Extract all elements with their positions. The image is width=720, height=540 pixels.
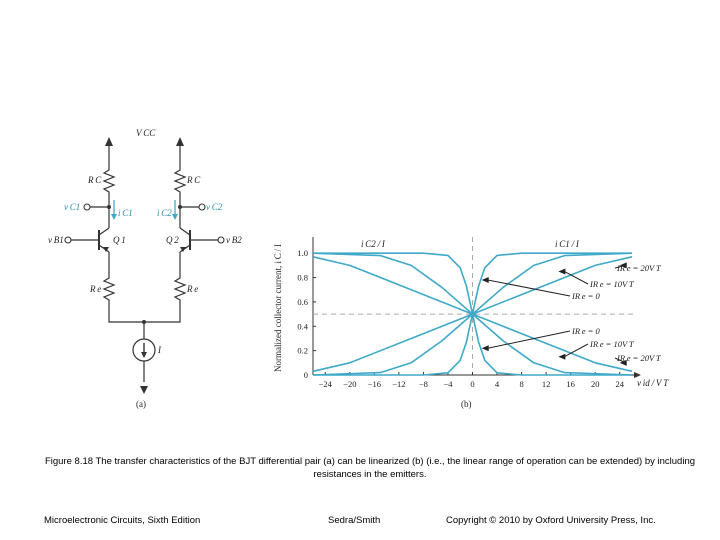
x-tick-label: −12 [392,379,406,389]
curve-label-ic1: i C1 / I [555,239,579,249]
current-source-label: I [158,345,161,355]
re-resistor-left [104,276,114,302]
footer-copyright: Copyright © 2010 by Oxford University Press, Inc. [446,515,656,526]
q1-collector [99,228,109,235]
x-tick-label: −4 [443,379,453,389]
re-left-label: R e [90,284,102,294]
vc1-terminal [84,204,90,210]
x-tick-label: −24 [318,379,332,389]
ic2-arrowhead-icon [172,214,178,220]
vc1-label: v C1 [64,202,81,212]
rc-right-label: R C [187,175,201,185]
q2-collector [180,228,190,235]
x-tick-label: 4 [494,379,500,389]
annotation-arrowhead-icon [482,277,489,283]
figure-caption: Figure 8.18 The transfer characteristics of the BJT differential pair (a) can be linearized (b) (i.e., the linear range of operation can be extended) by including resistances in the emitters. [44,456,696,480]
transfer-characteristic-chart [273,237,669,409]
annotation-ire-0-bottom: IR e = 0 [572,326,600,336]
x-tick-label: −16 [367,379,381,389]
vc2-terminal [199,204,205,210]
rc-resistor-left [104,168,114,194]
curve-label-ic2: i C2 / I [361,239,385,249]
source-arrow-shaft [143,343,144,353]
re-right-label: R e [187,284,199,294]
ground-arrow-icon [140,386,148,394]
rc-left-label: R C [88,175,102,185]
x-axis-label: v id / V T [637,378,669,388]
x-tick-label: 16 [566,379,575,389]
vcc-arrow-left-icon [105,137,113,146]
annotation-ire-20vt-bottom: IR e = 20V T [617,353,661,363]
q2-label: Q 2 [166,235,179,245]
annotation-arrowhead-icon [558,354,565,360]
footer-book-title: Microelectronic Circuits, Sixth Edition [44,515,201,526]
panel-b-label: (b) [461,399,472,409]
vb1-terminal [65,237,71,243]
annotation-arrowhead-icon [558,268,565,274]
y-tick-label: 0.8 [297,272,308,283]
node-c2 [178,205,182,209]
vb2-terminal [218,237,224,243]
x-tick-label: −20 [343,379,357,389]
annotation-arrowhead-icon [482,345,489,351]
circuit-terminals [65,204,224,243]
footer-authors: Sedra/Smith [328,515,381,526]
q1-label: Q 1 [113,235,126,245]
node-common [142,320,146,324]
y-tick-label: 0.6 [297,296,308,307]
y-tick-label: 0.2 [297,345,308,356]
annotations [571,263,662,363]
x-tick-label: 24 [615,379,624,389]
vb1-label: v B1 [48,235,64,245]
annotation-arrow-line [488,280,570,296]
x-tick-label: 12 [541,379,551,389]
vcc-label: V CC [136,128,156,138]
circuit-marks [103,137,186,394]
common-emitter-wire [109,302,180,322]
annotation-ire-10vt-bottom: IR e = 10V T [590,339,634,349]
vcc-arrow-right-icon [176,137,184,146]
x-tick-label: 20 [590,379,600,389]
x-tick-label: −8 [418,379,428,389]
x-tick-label: 0 [470,379,475,389]
y-tick-label: 1.0 [297,248,308,259]
ic1-label: i C1 [118,208,133,218]
annotation-ire-0-top: IR e = 0 [572,291,600,301]
annotation-ire-10vt-top: IR e = 10V T [590,279,634,289]
vb2-label: v B2 [226,235,242,245]
ic1-arrowhead-icon [111,214,117,220]
annotation-arrow-line [488,331,570,348]
re-resistor-right [175,276,185,302]
vc2-label: v C2 [206,202,223,212]
x-tick-label: 8 [519,379,524,389]
panel-a-label: (a) [136,399,146,409]
y-axis-label: Normalized collector current, i C / I [273,244,283,372]
ic2-label: i C2 [157,208,172,218]
annotation-ire-20vt-top: IR e = 20V T [617,263,661,273]
y-tick-label: 0 [303,370,308,380]
node-c1 [107,205,111,209]
y-tick-label: 0.4 [297,321,308,332]
rc-resistor-right [175,168,185,194]
circuit-labels [48,128,242,409]
